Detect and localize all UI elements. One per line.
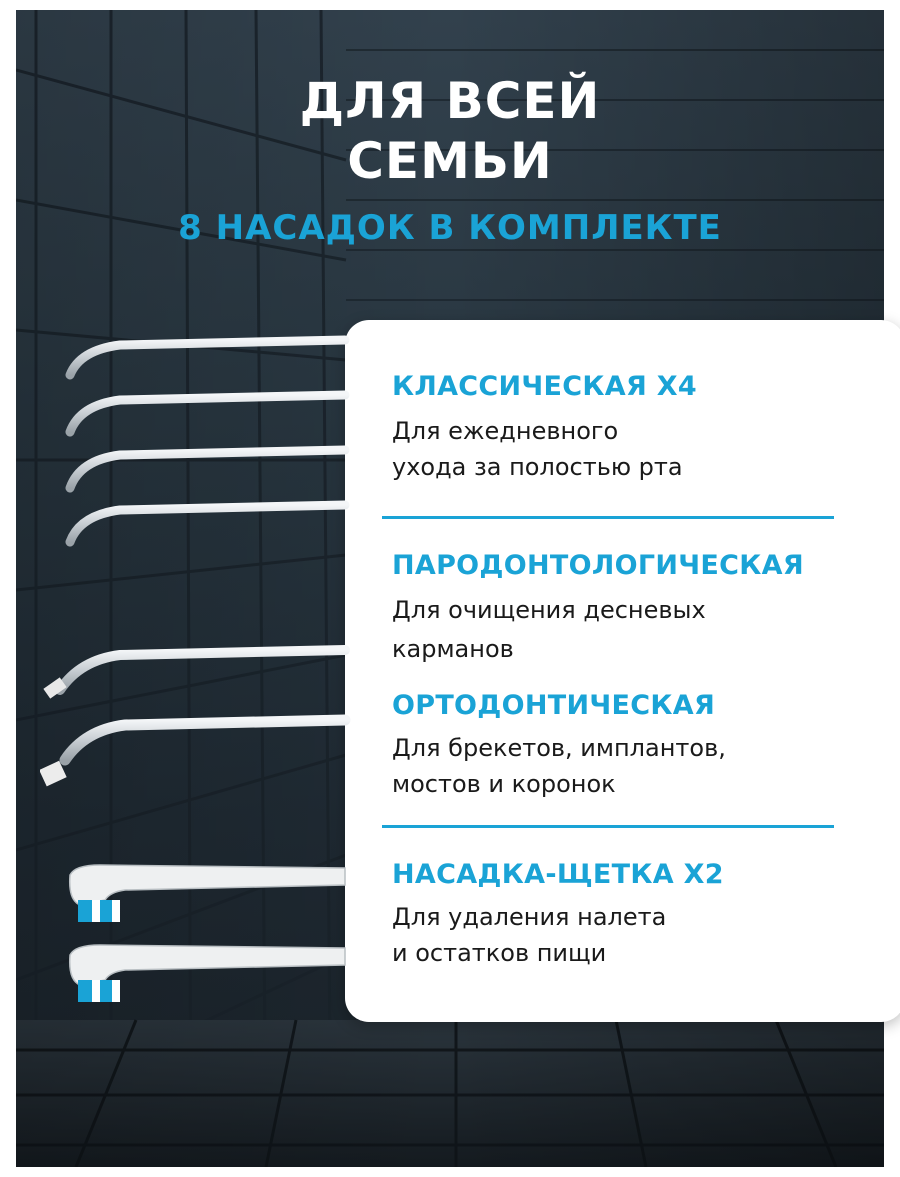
item-title-periodontal: ПАРОДОНТОЛОГИЧЕСКАЯ	[392, 550, 804, 581]
nozzles-illustration	[40, 320, 380, 1177]
divider	[382, 516, 834, 519]
item-desc-classic-2: ухода за полостью рта	[392, 453, 683, 481]
item-title-orthodontic: ОРТОДОНТИЧЕСКАЯ	[392, 690, 716, 721]
item-desc-periodontal-1: Для очищения десневых	[392, 596, 706, 624]
divider	[382, 825, 834, 828]
item-title-brush: НАСАДКА-ЩЕТКА Х2	[392, 859, 724, 890]
classic-nozzle-icon	[70, 340, 345, 542]
periodontal-nozzle-icon	[43, 650, 345, 699]
item-desc-brush-1: Для удаления налета	[392, 903, 667, 931]
subtitle: 8 НАСАДОК В КОМПЛЕКТЕ	[178, 208, 722, 248]
item-title-classic: КЛАССИЧЕСКАЯ Х4	[392, 371, 697, 402]
orthodontic-nozzle-icon	[40, 720, 345, 786]
headline-line-1: ДЛЯ ВСЕЙ	[299, 72, 601, 130]
item-desc-orthodontic-2: мостов и коронок	[392, 770, 616, 798]
item-desc-classic-1: Для ежедневного	[392, 417, 619, 445]
item-desc-orthodontic-1: Для брекетов, имплантов,	[392, 734, 726, 762]
headline-line-2: СЕМЬИ	[347, 132, 553, 190]
brush-head-icon	[70, 945, 345, 1002]
item-desc-brush-2: и остатков пищи	[392, 939, 607, 967]
brush-head-icon	[70, 865, 345, 922]
item-desc-periodontal-2: карманов	[392, 635, 514, 663]
